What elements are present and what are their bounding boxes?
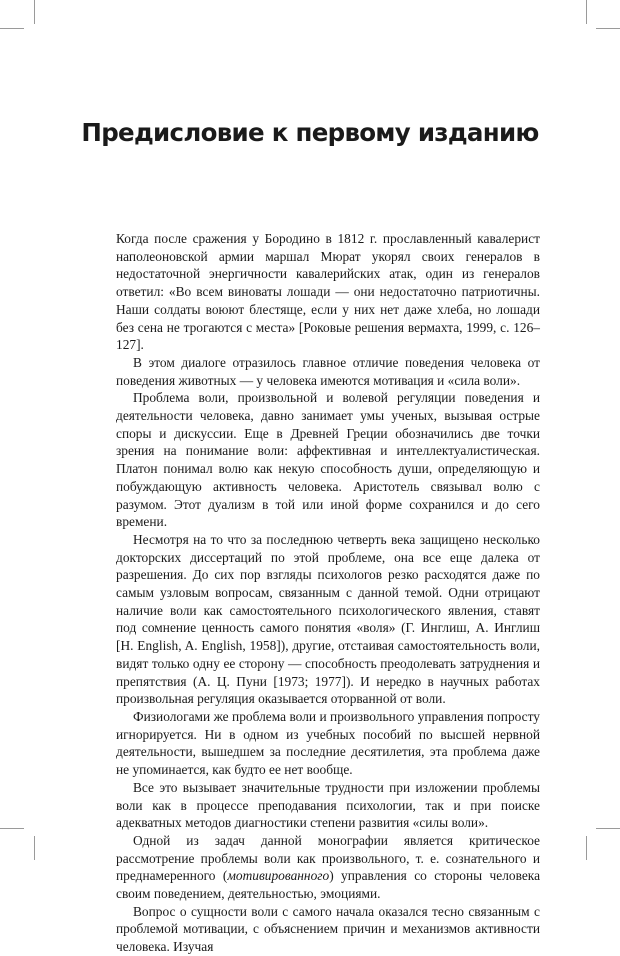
paragraph-2: В этом диалоге отразилось главное отличие поведения человека от поведения животных — у человека имеются мотивация и «сила воли». <box>116 354 540 388</box>
page-title: Предисловие к первому изданию <box>81 118 539 147</box>
paragraph-8: Вопрос о сущности воли с самого начала оказался тесно связанным с проблемой мотивации, с объяснением причин и механизмов активности человека. Изучая <box>116 903 540 955</box>
body-text <box>116 230 540 956</box>
paragraph-7-text-after: ) управления со стороны человека своим поведением, деятельностью, эмоциями. <box>116 868 541 902</box>
paragraph-1: Когда после сражения у Бородино в 1812 г. прославленный кавалерист наполеоновской армии маршал Мюрат укорял своих генералов в недостаточной энергичности кавалерийских атак, один из генералов ответил: «Во всем виноваты лошади — они недостаточно патриотичны. Наши солдаты воюют блестяще, если у них нет даже хлеба, но лошади без сена не трогаются с места» [Роковые решения вермахта, 1999, с. 126–127]. <box>116 231 540 353</box>
paragraph-5: Физиологами же проблема воли и произвольного управления попросту игнорируется. Ни в одном из учебных пособий по высшей нервной деятельности, вышедшем за последние десятилетия, эта проблема даже не упоминается, как будто ее нет вообще. <box>116 708 540 778</box>
paragraph-7-text-before: Одной из задач данной монографии является критическое рассмотрение проблемы воли как произвольного, т. е. сознательного и преднамеренного ( <box>116 832 540 884</box>
crop-mark-top-left-h <box>0 28 24 29</box>
crop-mark-bottom-right-h <box>596 828 620 829</box>
paragraph-6: Все это вызывает значительные трудности при изложении проблемы воли как в процессе преподавания психологии, так и при поиске адекватных методов диагностики степени развития «силы воли». <box>116 779 540 831</box>
paragraph-4: Несмотря на то что за последнюю четверть века защищено несколько докторских диссертаций по этой проблеме, она все еще далека от разрешения. До сих пор взгляды психологов резко расходятся даже по самым узловым вопросам, связанным с данной темой. Одни отрицают наличие воли как самостоятельного психологического явления, ставят под сомнение ценность самого понятия «воля» (Г. Инглиш, А. Инглиш [H. English, A. English, 1958]), другие, отстаивая самостоятельность воли, видят только одну ее сторону — способность преодолевать затруднения и препятствия (А. Ц. Пуни [1973; 1977]). И нередко в научных работах произвольная регуляция оказывается оторванной от воли. <box>116 531 540 707</box>
paragraph-7 <box>116 832 540 903</box>
crop-mark-bottom-right <box>586 836 587 860</box>
crop-mark-top-right <box>586 0 587 24</box>
crop-mark-bottom-left-h <box>0 828 24 829</box>
crop-mark-bottom-left <box>34 836 35 860</box>
paragraph-3: Проблема воли, произвольной и волевой регуляции поведения и деятельности человека, давно занимает умы ученых, вызывая острые споры и дискуссии. Еще в Древней Греции обозначились две точки зрения на понимание воли: аффективная и интеллектуалистическая. Платон понимал волю как некую способность души, определяющую и побуждающую активность человека. Аристотель связывал волю с разумом. Этот дуализм в той или иной форме сохранился и до сего времени. <box>116 390 540 530</box>
crop-mark-top-right-h <box>596 28 620 29</box>
paragraph-7-emphasis: мотивированного <box>227 868 330 884</box>
crop-mark-top-left <box>34 0 35 24</box>
